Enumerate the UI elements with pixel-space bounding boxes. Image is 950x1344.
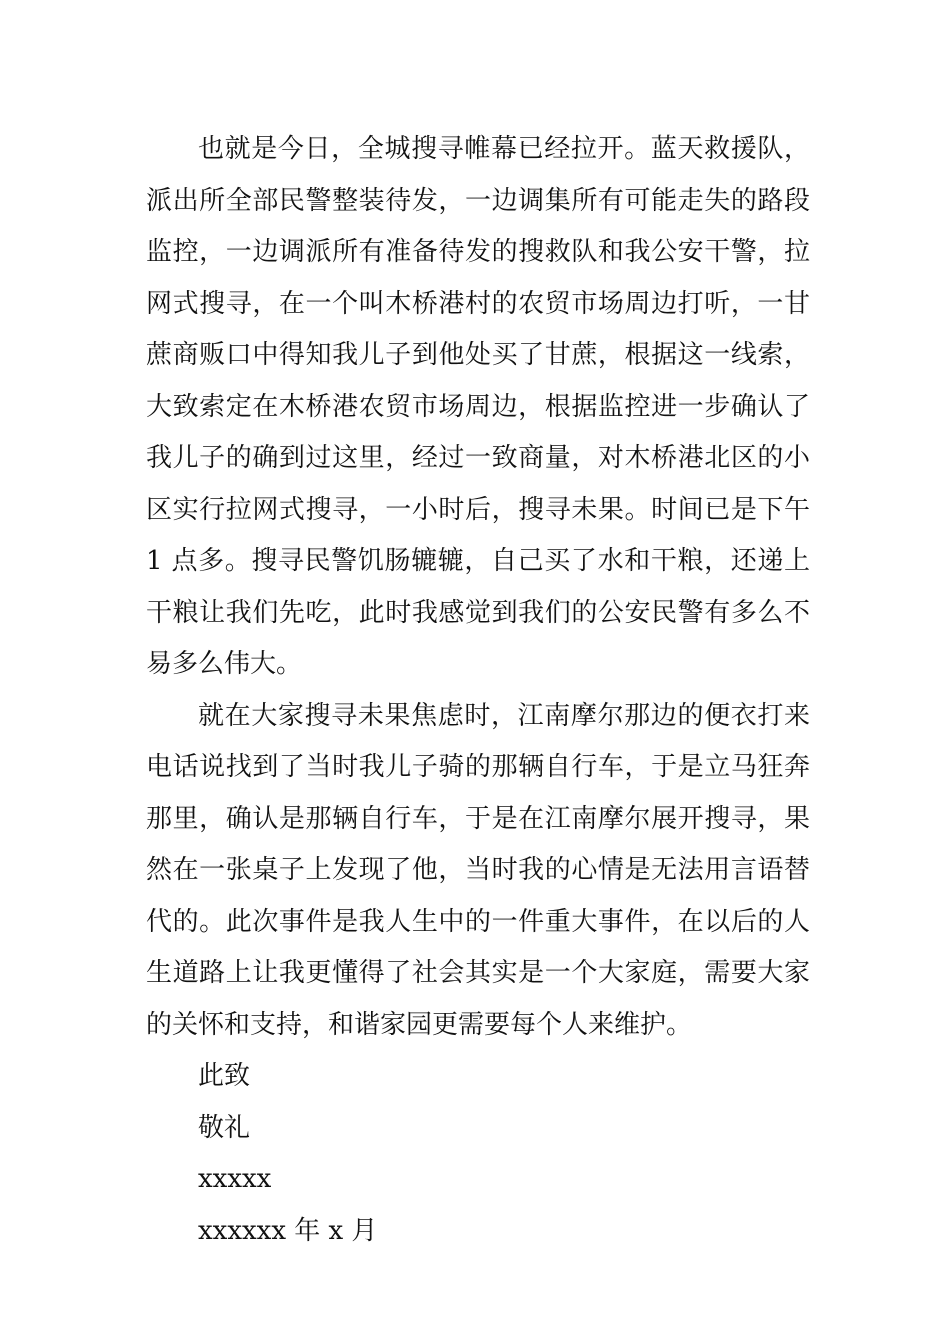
date-line: xxxxxx 年 x 月 bbox=[198, 1215, 378, 1246]
letter-body bbox=[146, 124, 810, 1257]
closing-salutation-1: 此致 bbox=[198, 1061, 251, 1091]
paragraph-search: 也就是今日，全城搜寻帷幕已经拉开。蓝天救援队，派出所全部民警整装待发，一边调集所有可能走失的路段监控，一边调派所有准备待发的搜救队和我公安干警，拉网式搜寻，在一个叫木桥港村的农贸市场周边打听，一甘蔗商贩口中得知我儿子到他处买了甘蔗，根据这一线索，大致索定在木桥港农贸市场周边，根据监控进一步确认了我儿子的确到过这里，经过一致商量，对木桥港北区的小区实行拉网式搜寻，一小时后，搜寻未果。时间已是下午 1 点多。搜寻民警饥肠辘辘，自己买了水和干粮，还递上干粮让我们先吃，此时我感觉到我们的公安民警有多么不易多么伟大。 bbox=[146, 134, 810, 679]
closing-salutation-2: 敬礼 bbox=[198, 1112, 251, 1143]
signature: xxxxx bbox=[198, 1164, 272, 1194]
paragraph-found: 就在大家搜寻未果焦虑时，江南摩尔那边的便衣打来电话说找到了当时我儿子骑的那辆自行车，于是立马狂奔那里，确认是那辆自行车，于是在江南摩尔展开搜寻，果然在一张桌子上发现了他，当时我的心情是无法用言语替代的。此次事件是我人生中的一件重大事件，在以后的人生道路上让我更懂得了社会其实是一个大家庭，需要大家的关怀和支持，和谐家园更需要每个人来维护。 bbox=[146, 700, 810, 1040]
